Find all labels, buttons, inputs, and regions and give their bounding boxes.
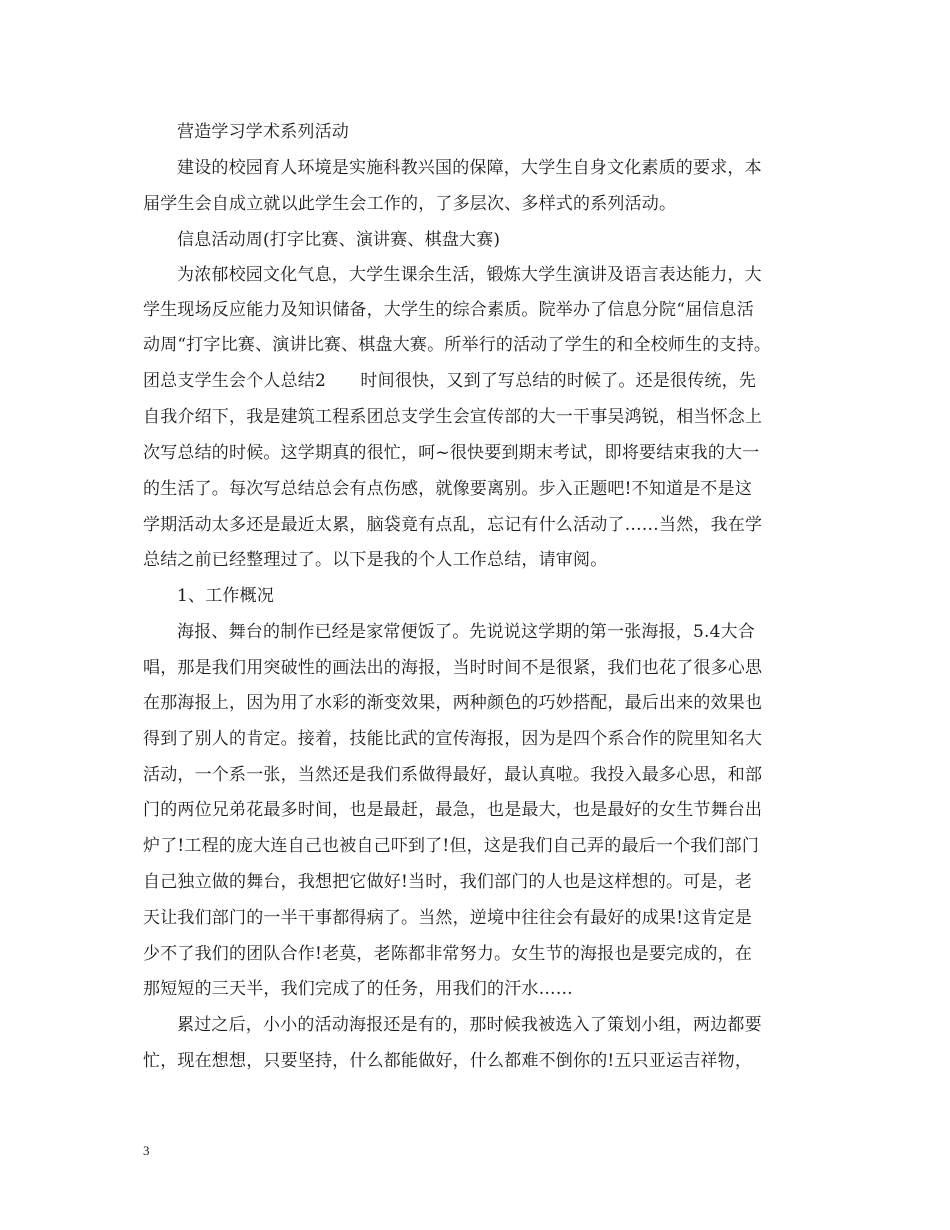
text-line: 的生活了。每次写总结总会有点伤感，就像要离别。步入正题吧!不知道是不是这 — [143, 479, 753, 499]
text-line: 动周“打字比赛、演讲比赛、棋盘大赛。所举行的活动了学生的和全校师生的支持。 — [143, 335, 772, 355]
text-line: 在那海报上，因为用了水彩的渐变效果，两种颜色的巧妙搭配，最后出来的效果也 — [143, 693, 763, 713]
text-line: 门的两位兄弟花最多时间，也是最赶，最急，也是最大，也是最好的女生节舞台出 — [143, 800, 763, 820]
text-line: 那短短的三天半，我们完成了的任务，用我们的汗水…… — [143, 979, 573, 999]
text-line: 唱，那是我们用突破性的画法出的海报，当时时间不是很紧，我们也花了很多心思 — [143, 658, 763, 678]
text-line: 建设的校园育人环境是实施科教兴国的保障，大学生自身文化素质的要求，本 — [177, 158, 762, 178]
text-line: 团总支学生会个人总结2 时间很快，又到了写总结的时候了。还是很传统，先 — [143, 371, 757, 391]
text-line: 忙，现在想想，只要坚持，什么都能做好，什么都难不倒你的!五只亚运吉祥物， — [143, 1051, 753, 1071]
text-line: 信息活动周(打字比赛、演讲赛、棋盘大赛) — [177, 230, 501, 250]
text-line: 海报、舞台的制作已经是家常便饭了。先说说这学期的第一张海报，5.4大合 — [177, 622, 756, 642]
text-line: 次写总结的时候。这学期真的很忙，呵~很快要到期末考试，即将要结束我的大一 — [143, 443, 760, 463]
text-line: 届学生会自成立就以此学生会工作的，了多层次、多样式的系列活动。 — [143, 194, 677, 214]
text-line: 得到了别人的肯定。接着，技能比武的宣传海报，因为是四个系合作的院里知名大 — [143, 729, 763, 749]
page-number: 3 — [143, 1143, 150, 1158]
text-line: 自我介绍下，我是建筑工程系团总支学生会宣传部的大一干事吴鸿锐，相当怀念上 — [143, 407, 763, 427]
section-heading: 1、工作概况 — [177, 586, 275, 606]
text-line: 自己独立做的舞台，我想把它做好!当时，我们部门的人也是这样想的。可是，老 — [143, 872, 753, 892]
text-line: 营造学习学术系列活动 — [177, 122, 349, 142]
text-line: 活动，一个系一张，当然还是我们系做得最好，最认真啦。我投入最多心思，和部 — [143, 765, 763, 785]
text-line: 为浓郁校园文化气息，大学生课余生活，锻炼大学生演讲及语言表达能力，大 — [177, 265, 762, 285]
text-line: 少不了我们的团队合作!老莫，老陈都非常努力。女生节的海报也是要完成的，在 — [143, 944, 753, 964]
text-line: 天让我们部门的一半干事都得病了。当然，逆境中往往会有最好的成果!这肯定是 — [143, 908, 753, 928]
text-line: 学期活动太多还是最近太累，脑袋竟有点乱，忘记有什么活动了……当然，我在学 — [143, 515, 763, 535]
text-line: 炉了!工程的庞大连自己也被自己吓到了!但，这是我们自己弄的最后一个我们部门 — [143, 836, 760, 856]
text-line: 累过之后，小小的活动海报还是有的，那时候我被选入了策划小组，两边都要 — [177, 1015, 762, 1035]
text-line: 学生现场反应能力及知识储备，大学生的综合素质。院举办了信息分院“届信息活 — [143, 300, 754, 320]
text-line: 总结之前已经整理过了。以下是我的个人工作总结，请审阅。 — [143, 550, 608, 570]
